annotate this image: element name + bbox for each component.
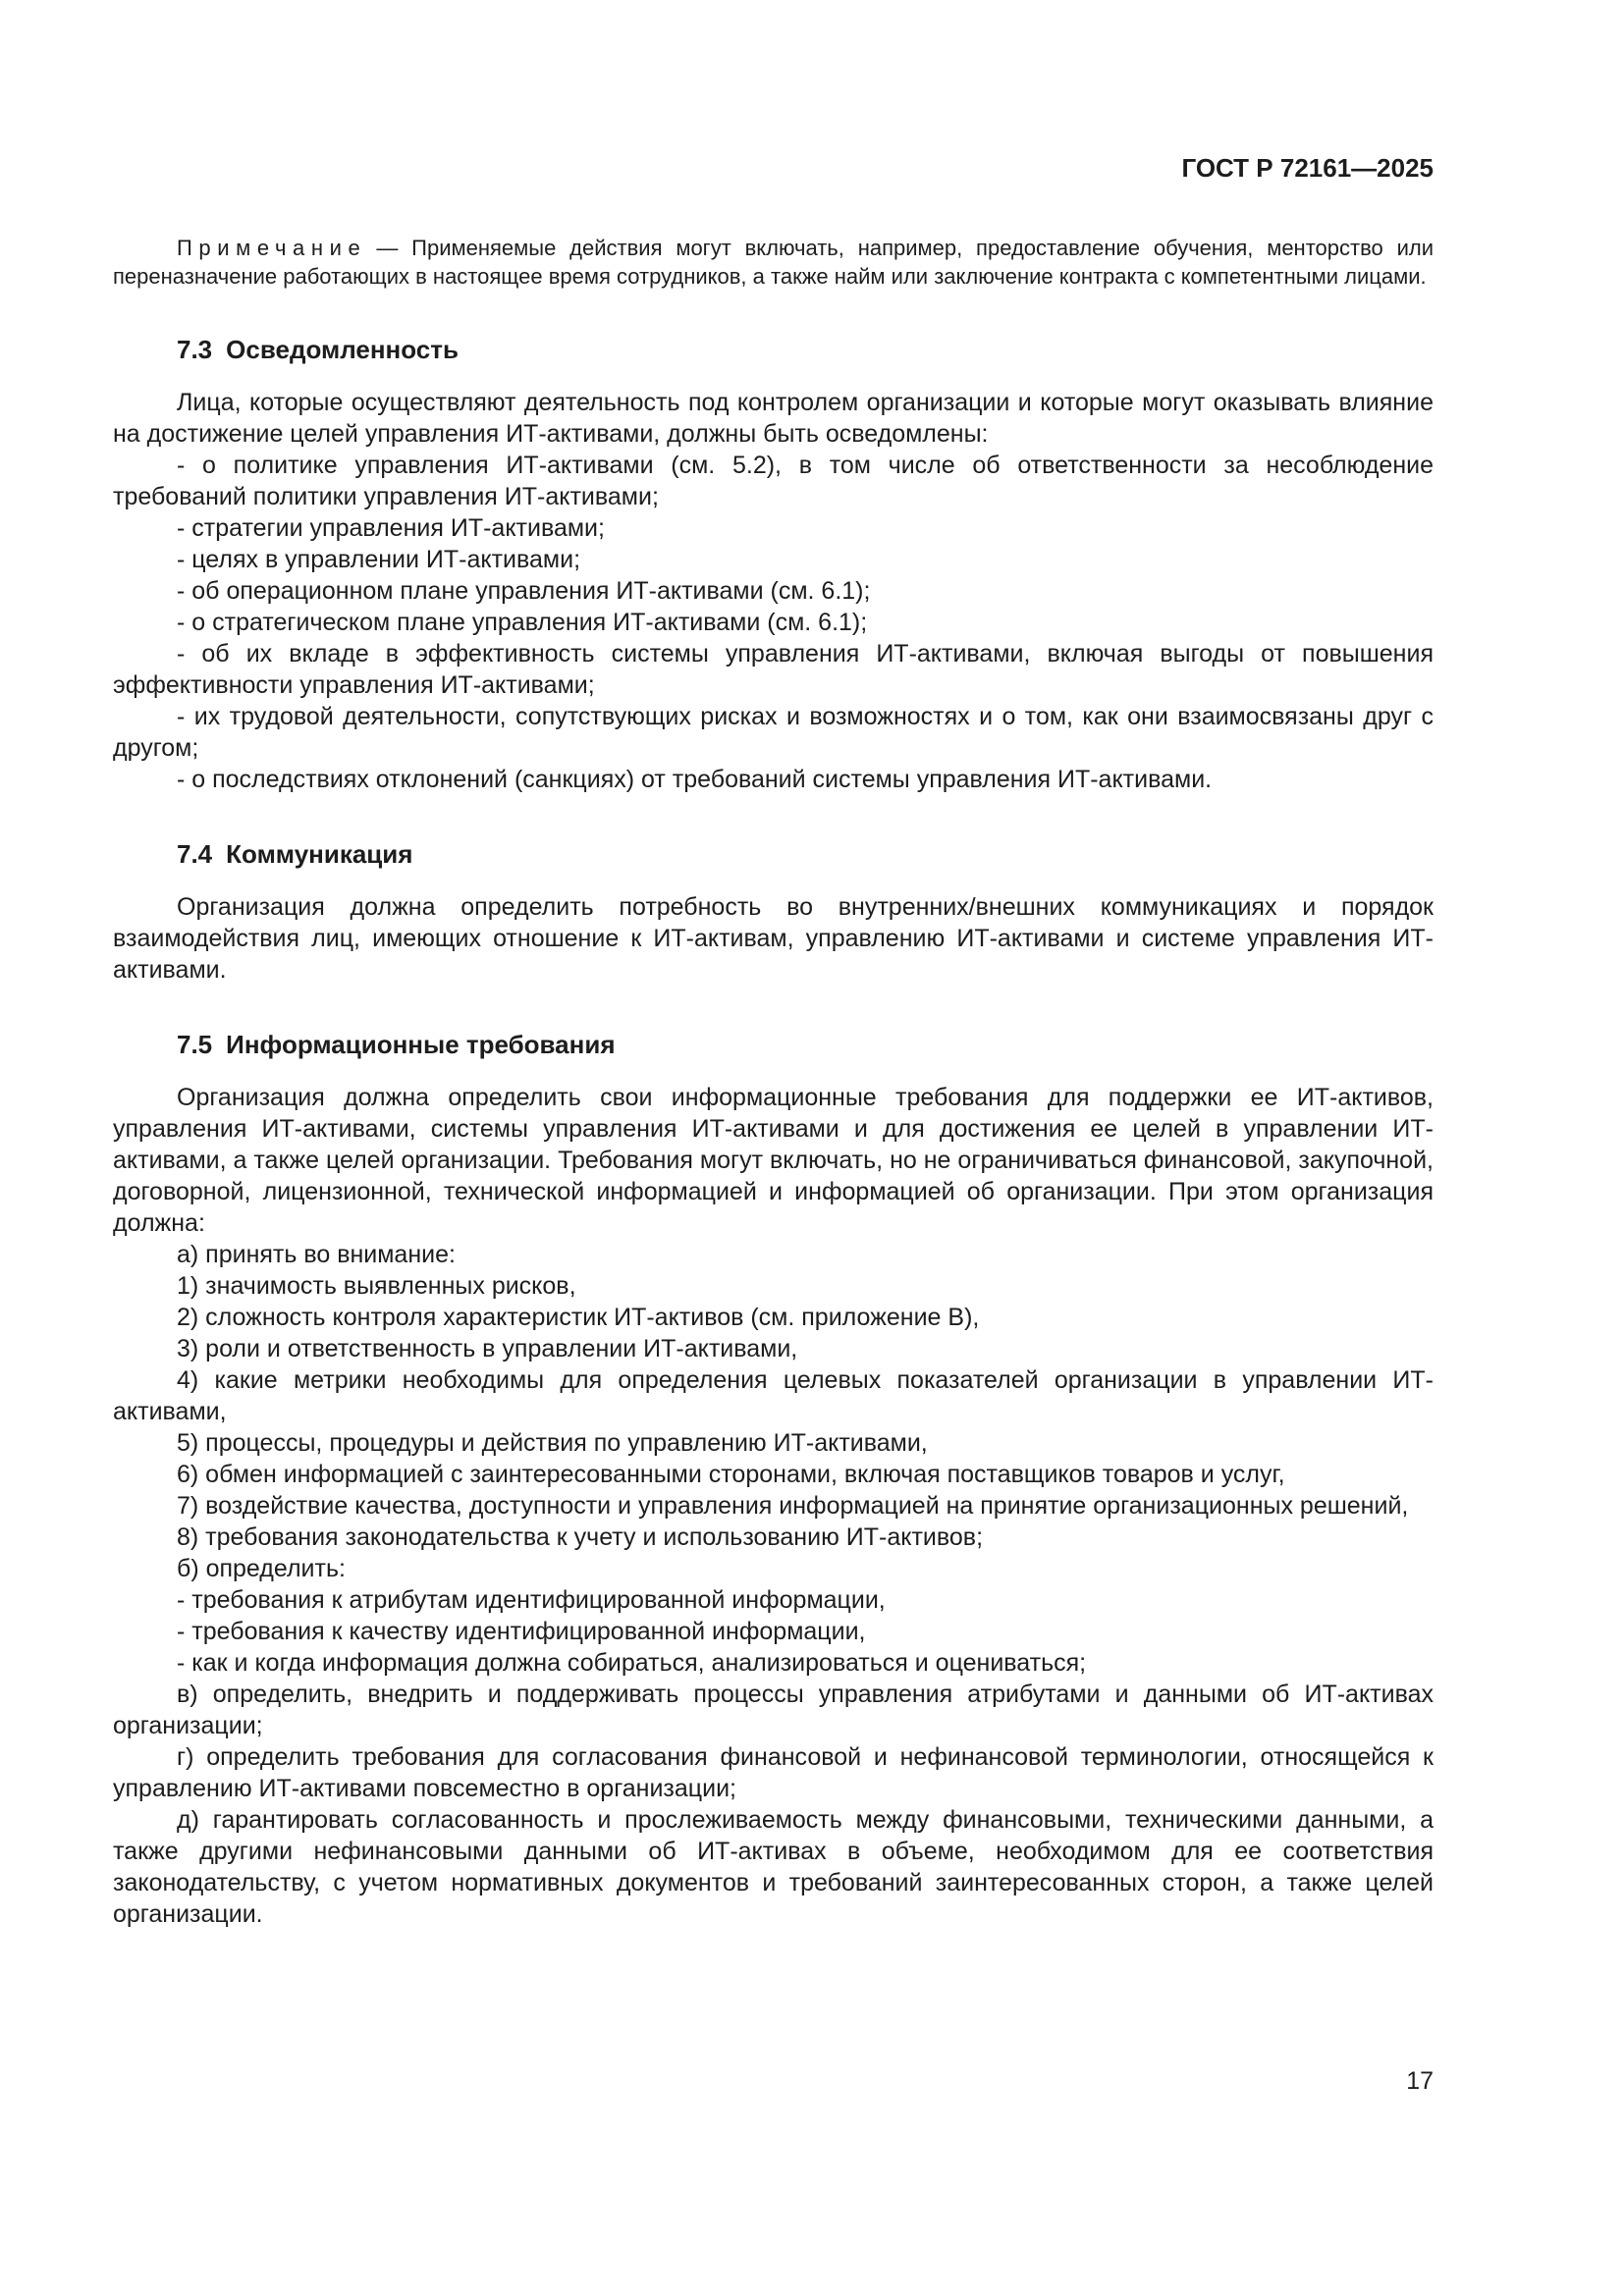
list-item: - их трудовой деятельности, сопутствующих рисках и возможностях и о том, как они взаимосвязаны друг с другом; [113,703,1434,762]
list-item: - об их вкладе в эффективность системы управления ИТ-активами, включая выгоды от повышения эффективности управления ИТ-активами; [113,640,1434,699]
list-item: 5) процессы, процедуры и действия по управлению ИТ-активами, [177,1429,928,1457]
list-item: - стратегии управления ИТ-активами; [177,514,605,542]
list-item: в) определить, внедрить и поддерживать процессы управления атрибутами и данными об ИТ-активах организации; [113,1681,1434,1739]
heading-title: Информационные требования [226,1030,616,1059]
list-item: 2) сложность контроля характеристик ИТ-активов (см. приложение В), [177,1304,980,1331]
heading-title: Коммуникация [226,839,413,869]
document-header: ГОСТ Р 72161—2025 [1181,153,1434,183]
heading-number: 7.4 [177,839,213,869]
list-item: - как и когда информация должна собираться, анализироваться и оцениваться; [177,1649,1087,1677]
list-item: д) гарантировать согласованность и прослеживаемость между финансовыми, техническими данными, а также другими нефинансовыми данными об ИТ-активах в объеме, необходимом для ее соответствия законодательству, с учетом нормативных документов и требований заинтересованных сторон, а также целей организации. [113,1806,1434,1928]
list-item: 6) обмен информацией с заинтересованными сторонами, включая поставщиков товаров и услуг, [177,1461,1285,1488]
list-item: - требования к качеству идентифицированной информации, [177,1618,866,1645]
section-heading-7-5 [113,1031,1434,1058]
list-item: 7) воздействие качества, доступности и управления информацией на принятие организационных решений, [177,1492,1409,1520]
paragraph-7-3-intro: Лица, которые осуществляют деятельность под контролем организации и которые могут оказывать влияние на достижение целей управления ИТ-активами, должны быть осведомлены: [113,389,1434,448]
list-item: 3) роли и ответственность в управлении ИТ-активами, [177,1335,798,1362]
list-item: 4) какие метрики необходимы для определения целевых показателей организации в управлении ИТ-активами, [113,1366,1434,1425]
heading-title: Осведомленность [226,335,459,364]
list-item: - целях в управлении ИТ-активами; [177,546,581,573]
paragraph-7-4: Организация должна определить потребность во внутренних/внешних коммуникациях и порядок взаимодействия лиц, имеющих отношение к ИТ-активам, управлению ИТ-активами и системе управления ИТ-активами. [113,893,1434,984]
note-label: Примечание [177,236,367,260]
section-heading-7-4 [113,840,1434,868]
list-item: а) принять во внимание: [177,1241,456,1268]
list-item: - о политике управления ИТ-активами (см. 5.2), в том числе об ответственности за несоблюдение требований политики управления ИТ-активами; [113,452,1434,510]
note-text: — Применяемые действия могут включать, например, предоставление обучения, менторство или переназначение работающих в настоящее время сотрудников, а также найм или заключение контракта с компетентными лицами. [113,236,1434,289]
note-paragraph [113,234,1434,291]
page-number: 17 [1406,2067,1434,2095]
list-item: г) определить требования для согласования финансовой и нефинансовой терминологии, относящейся к управлению ИТ-активами повсеместно в организации; [113,1743,1434,1802]
list-item: - о стратегическом плане управления ИТ-активами (см. 6.1); [177,609,868,636]
heading-number: 7.5 [177,1030,213,1059]
paragraph-7-5-intro: Организация должна определить свои информационные требования для поддержки ее ИТ-активов, управления ИТ-активами, системы управления ИТ-активами и для достижения ее целей в управлении ИТ-активами, а также целей организации. Требования могут включать, но не ограничиваться финансовой, закупочной, договорной, лицензионной, технической информацией и информацией об организации. При этом организация должна: [113,1084,1434,1237]
list-item: - о последствиях отклонений (санкциях) от требований системы управления ИТ-активами. [177,766,1213,793]
list-item: - требования к атрибутам идентифицированной информации, [177,1586,886,1614]
section-heading-7-3 [113,336,1434,363]
list-item: 8) требования законодательства к учету и использованию ИТ-активов; [177,1523,984,1551]
heading-number: 7.3 [177,335,213,364]
list-item: - об операционном плане управления ИТ-активами (см. 6.1); [177,577,871,605]
list-item: б) определить: [177,1555,346,1582]
list-item: 1) значимость выявленных рисков, [177,1272,576,1300]
